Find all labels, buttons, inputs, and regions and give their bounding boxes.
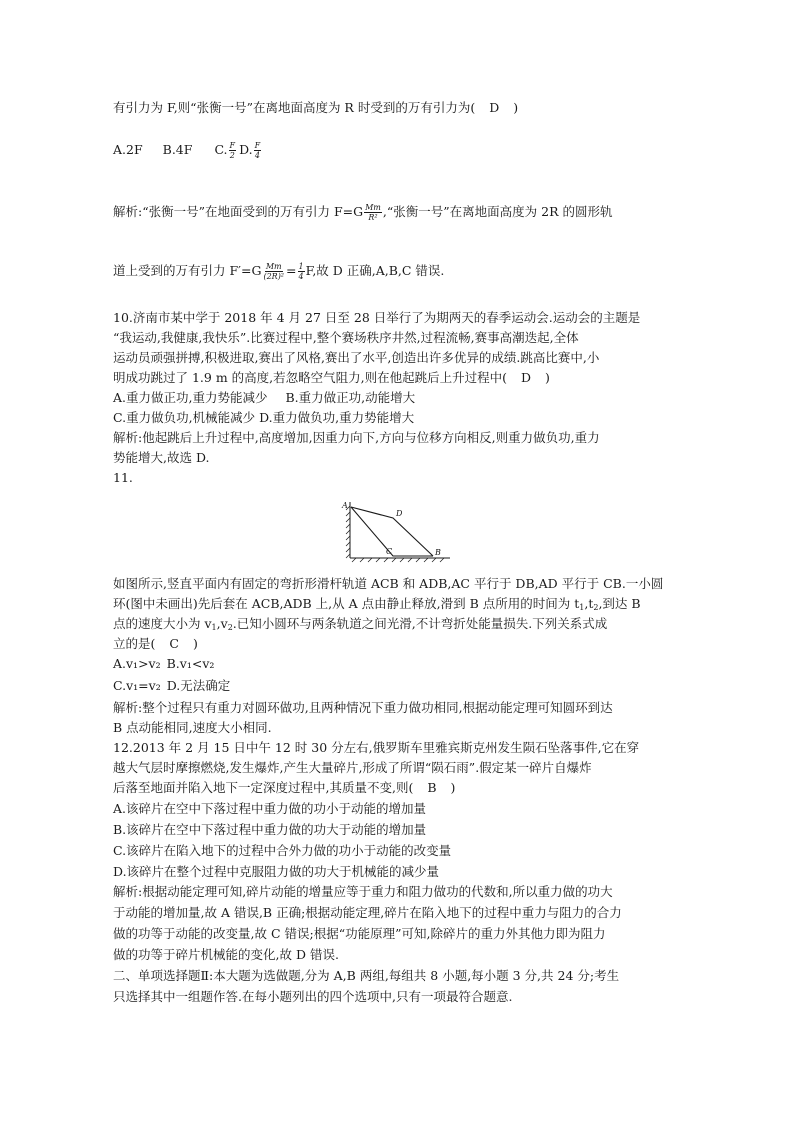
q10-option-b: B.重力做正功,动能增大 <box>285 390 416 405</box>
section-2-heading-line-2: 只选择其中一组题作答.在每小题列出的四个选项中,只有一项最符合题意. <box>113 989 513 1004</box>
q9-formula-fraction-3: $\frac{1}{4}$ <box>298 262 304 281</box>
q10-option-a: A.重力做正功,重力势能减少 <box>113 390 268 405</box>
q9-solution-line-2: 道上受到的万有引力 F′=G $\frac{Mm}{\text{(2R)²}}$ = $\frac{1}{4}$ F,故 D 正确,A,B,C 错误. <box>113 262 445 281</box>
q12-solution-line-3: 做的功等于动能的改变量,故 C 错误;根据“功能原理”可知,除碎片的重力外其他力即为阻力 <box>113 926 606 941</box>
q9-stem <box>113 100 518 116</box>
q11-options-row-2 <box>113 678 230 694</box>
q9-options <box>113 141 262 160</box>
q10-options-row-1 <box>113 390 415 406</box>
q10-solution-line-1: 解析:他起跳后上升过程中,高度增加,因重力向下,方向与位移方向相反,则重力做负功,重力 <box>113 430 600 445</box>
q9-formula-fraction-1: $\frac{Mm}{\text{R²}}$ <box>365 203 381 222</box>
q9-solution-line-1: 解析:“张衡一号”在地面受到的万有引力 F=G $\frac{Mm}{\text{R²}}$ ,“张衡一号”在离地面高度为 2R 的圆形轨 <box>113 203 613 222</box>
q9-option-a: A.2F <box>113 142 143 157</box>
q10-options-row-2 <box>113 410 414 426</box>
q10-option-d: D.重力做负功,重力势能增大 <box>259 410 415 425</box>
label-b: B <box>435 548 441 557</box>
q12-solution-line-1: 解析:根据动能定理可知,碎片动能的增量应等于重力和阻力做功的代数和,所以重力做的功大 <box>113 884 613 899</box>
q10-stem-line-4: 明成功跳过了 1.9 m 的高度,若忽略空气阻力,则在他起跳后上升过程中( D ) <box>113 370 550 385</box>
q10-stem-line-2: “我运动,我健康,我快乐”.比赛过程中,整个赛场秩序井然,过程流畅,赛事高潮迭起,全体 <box>113 330 579 345</box>
q12-solution-line-2: 于动能的增加量,故 A 错误,B 正确;根据动能定理,碎片在陷入地下的过程中重力与阻力的合力 <box>113 905 622 920</box>
q11-stem-line-4: 立的是( C ) <box>113 636 198 651</box>
ground-hatching <box>352 558 444 562</box>
q9-option-c: C. $\frac{F}{2}$ <box>214 141 236 160</box>
q11-answer: C <box>169 636 179 651</box>
q12-option-b: B.该碎片在空中下落过程中重力做的功大于动能的增加量 <box>113 822 427 837</box>
q9-stem-text: 有引力为 F,则“张衡一号”在离地面高度为 R 时受到的万有引力为( <box>113 100 476 115</box>
q11-number: 11. <box>113 470 133 485</box>
q12-option-c: C.该碎片在陷入地下的过程中合外力做的功小于动能的改变量 <box>113 843 452 858</box>
q12-stem-line-1: 12.2013 年 2 月 15 日中午 12 时 30 分左右,俄罗斯车里雅宾斯克州发生陨石坠落事件,它在穿 <box>113 740 640 755</box>
section-2-heading-line-1: 二、单项选择题Ⅱ:本大题为选做题,分为 A,B 两组,每组共 8 小题,每小题 3 分,共 24 分;考生 <box>113 968 620 983</box>
label-a: A <box>342 501 348 510</box>
q10-option-c: C.重力做负功,机械能减少 <box>113 410 256 425</box>
q11-solution-line-1: 解析:整个过程只有重力对圆环做功,且两种情况下重力做功相同,根据动能定理可知圆环到达 <box>113 700 613 715</box>
q11-option-c: C.v₁=v₂ <box>113 678 161 693</box>
q10-stem-line-3: 运动员顽强拼搏,积极进取,赛出了风格,赛出了水平,创造出许多优异的成绩.跳高比赛中,小 <box>113 350 600 365</box>
q10-stem-line-1: 10.济南市某中学于 2018 年 4 月 27 日至 28 日举行了为期两天的春季运动会.运动会的主题是 <box>113 310 641 325</box>
q9-answer: D <box>489 100 500 115</box>
label-c: C <box>386 547 393 556</box>
q11-option-b: B.v₁<v₂ <box>166 656 215 671</box>
q9-option-b: B.4F <box>162 142 193 157</box>
q11-stem-line-3: 点的速度大小为 $v_1,v_2$.已知小圆环与两条轨道之间光滑,不计弯折处能量损失.下列关系式成 <box>113 616 608 632</box>
q11-solution-line-2: B 点动能相同,速度大小相同. <box>113 720 272 735</box>
q10-answer: D <box>520 370 532 385</box>
q12-stem-line-3: 后落至地面并陷入地下一定深度过程中,其质量不变,则( B ) <box>113 780 456 795</box>
q11-option-d: D.无法确定 <box>166 678 231 693</box>
q12-stem-line-2: 越大气层时摩擦燃烧,发生爆炸,产生大量碎片,形成了所谓“陨石雨”.假定某一碎片自爆炸 <box>113 760 592 775</box>
q9-option-d: D. $\frac{F}{4}$ <box>239 141 261 160</box>
q11-stem-line-1: 如图所示,竖直平面内有固定的弯折形滑杆轨道 ACB 和 ADB,AC 平行于 DB,AD 平行于 CB.一小圆 <box>113 576 664 591</box>
label-d: D <box>396 509 403 518</box>
q12-answer: B <box>427 780 437 795</box>
q9-formula-fraction-2: $\frac{Mm}{\text{(2R)²}}$ <box>263 262 285 281</box>
q11-option-a: A.v₁>v₂ <box>113 656 161 671</box>
q10-solution-line-2: 势能增大,故选 D. <box>113 450 210 465</box>
q9-stem-close: ) <box>513 100 519 115</box>
q12-solution-line-4: 做的功等于碎片机械能的变化,故 D 错误. <box>113 947 339 962</box>
q11-stem-line-2: 环(图中未画出)先后套在 ACB,ADB 上,从 A 点由静止释放,滑到 B 点所用的时间为 $t_1,t_2$,到达 B <box>113 596 641 612</box>
q12-option-a: A.该碎片在空中下落过程中重力做的功小于动能的增加量 <box>113 801 427 816</box>
track-diagram <box>338 494 458 566</box>
q12-option-d: D.该碎片在整个过程中克服阻力做的功大于机械能的减少量 <box>113 864 440 879</box>
q11-options-row-1 <box>113 656 214 672</box>
wall-hatching <box>346 506 350 558</box>
